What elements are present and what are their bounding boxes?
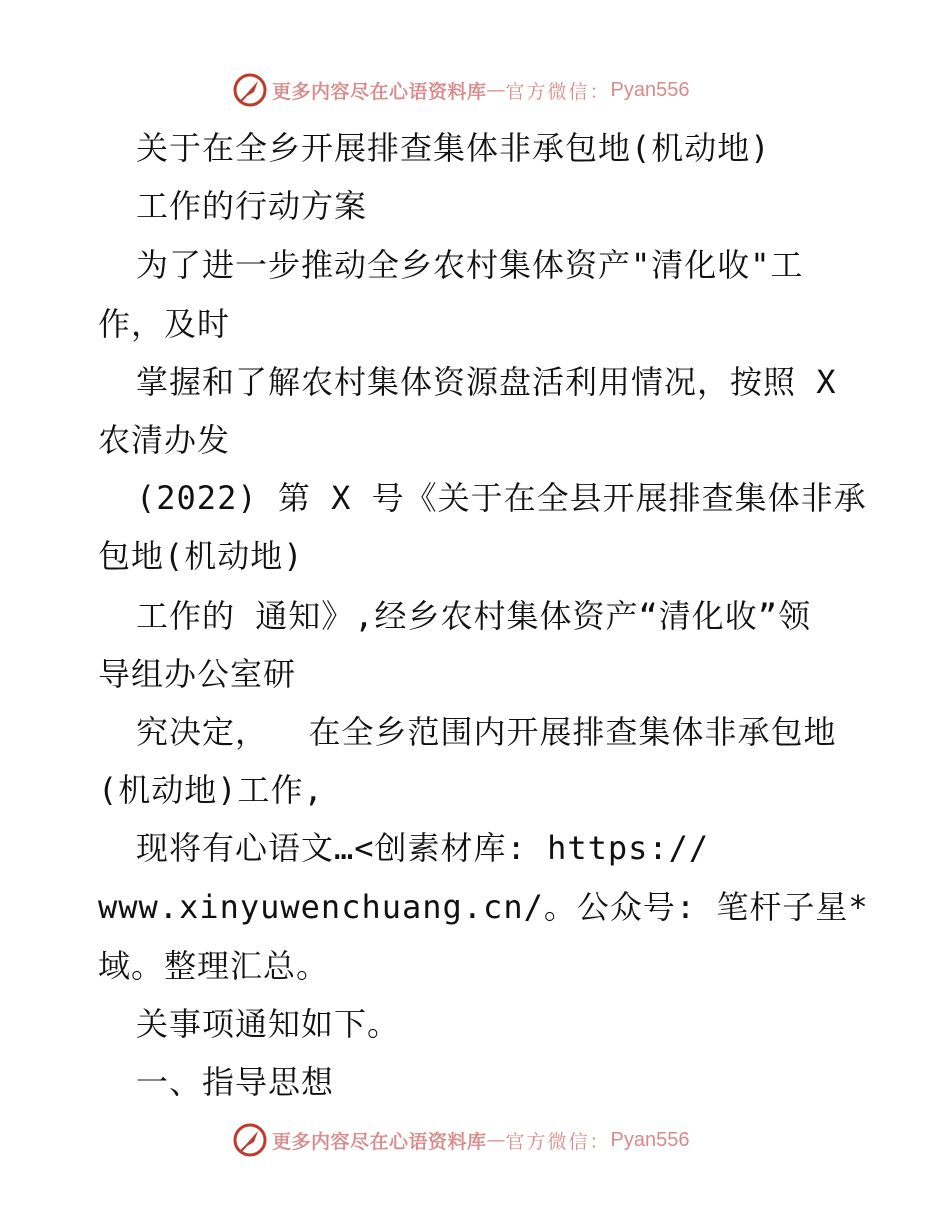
watermark-banner-top (232, 70, 690, 110)
banner-wechat-label: 官方微信： (505, 80, 611, 103)
text-line: 工作的行动方案 (136, 187, 368, 225)
text-line: 究决定， 在全乡范围内开展排查集体非承包地 (136, 713, 837, 751)
banner-wechat-id: Pyan556 (610, 1128, 690, 1151)
banner-title: 更多内容尽在心语资料库 (272, 1130, 487, 1153)
text-line: 包地(机动地) (98, 537, 304, 575)
text-line: 现将有心语文…<创素材库: https:// (136, 829, 710, 867)
section-heading: 一、指导思想 (136, 1063, 335, 1101)
banner-dash: — (486, 1129, 506, 1151)
banner-dash: — (486, 79, 506, 101)
quill-logo-icon (232, 1122, 268, 1158)
text-line: 作，及时 (98, 305, 231, 343)
text-line: 农清办发 (98, 421, 231, 459)
text-line: 工作的 通知》,经乡农村集体资产“清化收”领 (136, 597, 812, 635)
text-line: www.xinyuwenchuang.cn/。公众号: 笔杆子星* (98, 888, 869, 926)
text-line: (2022) 第 X 号《关于在全县开展排查集体非承 (136, 479, 867, 517)
text-line: 导组办公室研 (98, 655, 297, 693)
text-line: 掌握和了解农村集体资源盘活利用情况，按照 X (136, 363, 837, 401)
banner-wechat-id: Pyan556 (610, 78, 690, 101)
text-line: 为了进一步推动全乡农村集体资产"清化收"工 (136, 246, 804, 284)
quill-logo-icon (232, 72, 268, 108)
text-line: (机动地)工作, (98, 771, 324, 809)
text-line: 关于在全乡开展排查集体非承包地(机动地) (136, 129, 771, 167)
text-line: 关事项通知如下。 (136, 1005, 401, 1043)
banner-title: 更多内容尽在心语资料库 (272, 80, 487, 103)
banner-wechat-label: 官方微信： (505, 1130, 611, 1153)
text-line: 域。整理汇总。 (98, 947, 330, 985)
watermark-banner-bottom (232, 1120, 690, 1160)
